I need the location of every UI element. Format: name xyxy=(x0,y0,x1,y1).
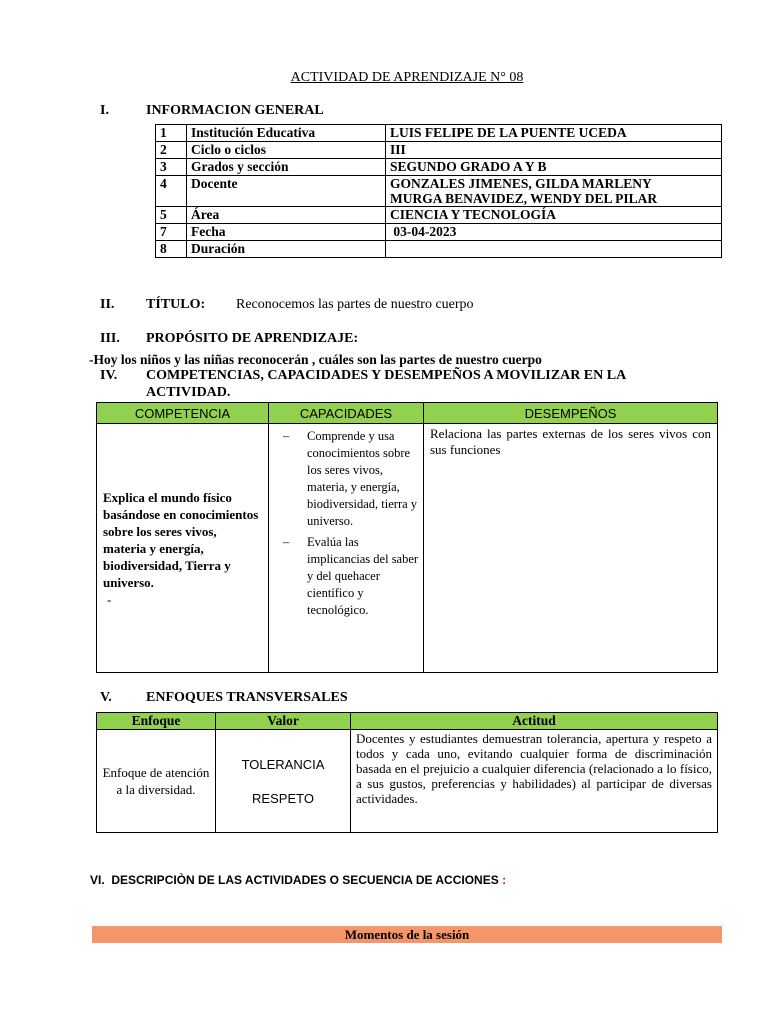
row-label: Área xyxy=(187,207,386,224)
section-4-heading-cont: ACTIVIDAD. xyxy=(146,385,231,400)
desempeno-cell: Relaciona las partes externas de los seres vivos con sus funciones xyxy=(424,424,718,673)
list-item xyxy=(273,428,419,530)
section-title: TÍTULO: xyxy=(146,297,206,312)
competencia-cell xyxy=(97,424,269,673)
transversal-approaches-table xyxy=(96,712,718,833)
row-value: LUIS FELIPE DE LA PUENTE UCEDA xyxy=(386,125,722,142)
bullet-dash: – xyxy=(283,429,290,443)
section-4-heading xyxy=(100,368,720,384)
row-number: 5 xyxy=(156,207,187,224)
column-header: Valor xyxy=(216,713,351,730)
column-header: CAPACIDADES xyxy=(269,403,424,424)
bullet-dash: – xyxy=(283,535,290,549)
table-row xyxy=(97,424,718,673)
actitud-cell: Docentes y estudiantes demuestran tolerancia, apertura y respeto a todos y cada uno, evitando cualquier forma de discriminación basada en el prejuicio a cualquier diferencia (relacionado a lo físico, a sus gustos, preferencias y habilidades) al participar de diversas actividades. xyxy=(351,730,718,833)
teacher-name-2: MURGA BENAVIDEZ, WENDY DEL PILAR xyxy=(390,191,658,206)
column-header: Actitud xyxy=(351,713,718,730)
section-title: PROPÓSITO DE APRENDIZAJE: xyxy=(146,331,359,346)
session-title: Reconocemos las partes de nuestro cuerpo xyxy=(236,297,474,312)
document-title: ACTIVIDAD DE APRENDIZAJE N° 08 xyxy=(290,70,524,85)
table-header-row xyxy=(97,713,718,730)
valor-tolerancia: TOLERANCIA xyxy=(241,756,325,772)
table-row xyxy=(156,241,722,258)
column-header: COMPETENCIA xyxy=(97,403,269,424)
valor-cell xyxy=(216,730,351,833)
section-title: ENFOQUES TRANSVERSALES xyxy=(146,690,348,705)
section-number: III. xyxy=(100,331,120,346)
row-label: Grados y sección xyxy=(187,159,386,176)
section-title: COMPETENCIAS, CAPACIDADES Y DESEMPEÑOS A MOVILIZAR EN LA xyxy=(146,368,627,383)
row-value: 03-04-2023 xyxy=(386,224,722,241)
table-row xyxy=(156,176,722,207)
capacidad-text: Evalúa las implicancias del saber y del quehacer científico y tecnológico. xyxy=(307,535,419,617)
row-label: Ciclo o ciclos xyxy=(187,142,386,159)
column-header: Enfoque xyxy=(97,713,216,730)
section-number: VI. xyxy=(90,873,105,887)
section-number: II. xyxy=(100,297,115,312)
capacidades-list xyxy=(273,428,419,619)
enfoque-cell: Enfoque de atención a la diversidad. xyxy=(97,730,216,833)
table-row xyxy=(97,730,718,833)
valor-respeto: RESPETO xyxy=(252,790,314,806)
competencia-text: Explica el mundo físico basándose en conocimientos sobre los seres vivos, materia y energía, biodiversidad, Tierra y universo. xyxy=(103,489,259,590)
row-label: Fecha xyxy=(187,224,386,241)
table-row xyxy=(156,125,722,142)
list-item xyxy=(273,534,419,619)
competencia-dash: - xyxy=(107,591,112,607)
section-title: INFORMACION GENERAL xyxy=(146,103,324,118)
row-number: 7 xyxy=(156,224,187,241)
table-header-row xyxy=(97,403,718,424)
row-value xyxy=(386,176,722,207)
capacidades-cell xyxy=(269,424,424,673)
teacher-name-1: GONZALES JIMENES, GILDA MARLENY xyxy=(390,176,652,191)
row-number: 3 xyxy=(156,159,187,176)
row-value xyxy=(386,241,722,258)
session-moments-bar: Momentos de la sesión xyxy=(92,926,722,943)
capacidad-text: Comprende y usa conocimientos sobre los seres vivos, materia, y energía, biodiversidad, tierra y universo. xyxy=(307,429,418,528)
section-number: IV. xyxy=(100,368,118,383)
row-label: Docente xyxy=(187,176,386,207)
section-3-heading xyxy=(100,331,358,347)
row-label: Duración xyxy=(187,241,386,258)
general-info-table xyxy=(155,124,722,258)
section-6-heading xyxy=(90,873,506,887)
section-2-heading xyxy=(100,297,205,313)
section-1-heading xyxy=(100,103,324,119)
row-value: CIENCIA Y TECNOLOGÍA xyxy=(386,207,722,224)
table-row xyxy=(156,142,722,159)
row-label: Institución Educativa xyxy=(187,125,386,142)
competencies-table xyxy=(96,402,718,673)
row-number: 4 xyxy=(156,176,187,207)
row-number: 1 xyxy=(156,125,187,142)
section-5-heading xyxy=(100,690,348,706)
row-value: SEGUNDO GRADO A Y B xyxy=(386,159,722,176)
row-number: 8 xyxy=(156,241,187,258)
section-number: V. xyxy=(100,690,112,705)
purpose-text: -Hoy los niños y las niñas reconocerán , cuáles son las partes de nuestro cuerpo xyxy=(89,352,542,367)
heading-colon: : xyxy=(502,873,507,887)
table-row xyxy=(156,224,722,241)
column-header: DESEMPEÑOS xyxy=(424,403,718,424)
row-value: III xyxy=(386,142,722,159)
table-row xyxy=(156,207,722,224)
table-row xyxy=(156,159,722,176)
row-number: 2 xyxy=(156,142,187,159)
section-title: DESCRIPCIÒN DE LAS ACTIVIDADES O SECUENCIA DE ACCIONES xyxy=(111,873,499,887)
section-number: I. xyxy=(100,103,109,118)
